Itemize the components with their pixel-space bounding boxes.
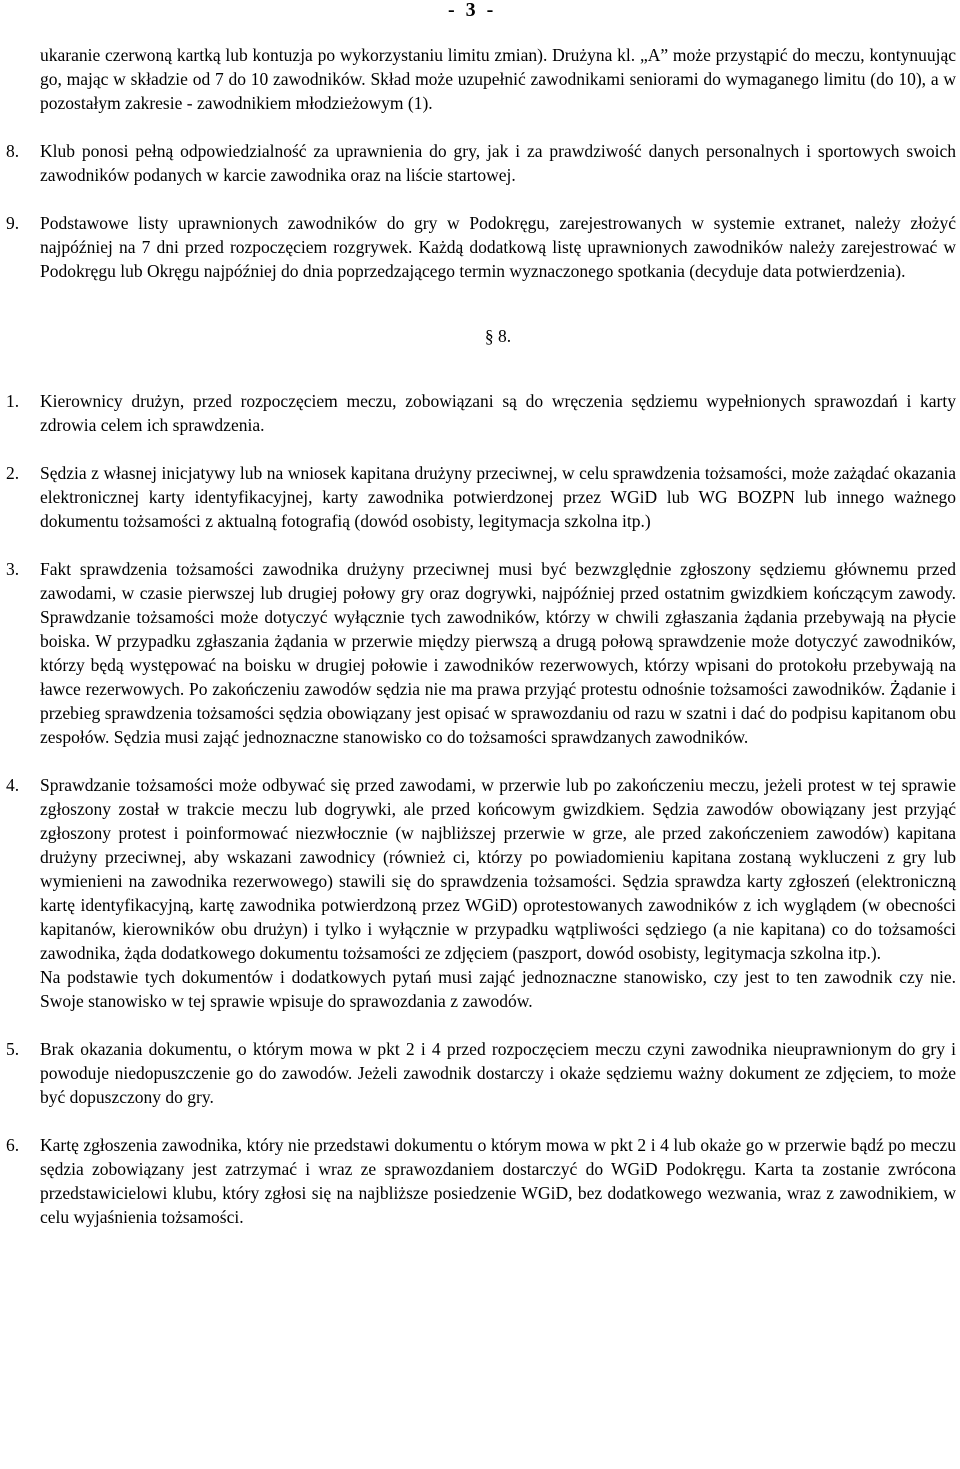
list-item — [6, 211, 956, 283]
intro-paragraph: ukaranie czerwoną kartką lub kontuzja po wykorzystaniu limitu zmian). Drużyna kl. „A” może przystąpić do meczu, kontynuując go, mając w składzie od 7 do 10 zawodników. Skład może uzupełnić zawodnikami seniorami do wymaganego limitu (do 10), a w pozostałym zakresie - zawodnikiem młodzieżowym (1). — [40, 45, 956, 113]
list-item — [6, 1037, 956, 1109]
item-number: 4. — [6, 775, 20, 795]
list-item — [6, 139, 956, 187]
item-number: 2. — [6, 463, 20, 483]
item-text: Brak okazania dokumentu, o którym mowa w pkt 2 i 4 przed rozpoczęciem meczu czyni zawodnika nieuprawnionym do gry i powoduje niedopuszczenie go do zawodów. Jeżeli zawodnik dostarczy i okaże sędziemu ważny dokument ze zdjęciem, to może być dopuszczony do gry. — [40, 1039, 956, 1107]
list-item — [6, 557, 956, 749]
item-text: Podstawowe listy uprawnionych zawodników do gry w Podokręgu, zarejestrowanych w systemie extranet, należy złożyć najpóźniej na 7 dni przed rozpoczęciem rozgrywek. Każdą dodatkową listę uprawnionych zawodników należy zarejestrować w Podokręgu lub Okręgu najpóźniej do dnia poprzedzającego termin wyznaczonego spotkania (decyduje data potwierdzenia). — [40, 213, 956, 281]
item-text: Kartę zgłoszenia zawodnika, który nie przedstawi dokumentu o którym mowa w pkt 2 i 4 lub okaże go w przerwie bądź po meczu sędzia zobowiązany jest zatrzymać i wraz ze sprawozdaniem dostarczyć do WGiD Podokręgu. Karta ta zostanie zwrócona przedstawicielowi klubu, który zgłosi się na najbliższe posiedzenie WGiD, bez dodatkowego wezwania, wraz z zawodnikiem, w celu wyjaśnienia tożsamości. — [40, 1135, 956, 1227]
item-text: Klub ponosi pełną odpowiedzialność za uprawnienia do gry, jak i za prawdziwość danych personalnych i sportowych swoich zawodników podanych w karcie zawodnika oraz na liście startowej. — [40, 141, 956, 185]
item-number: 9. — [6, 213, 20, 233]
page-number: - 3 - — [448, 0, 497, 21]
list-item — [6, 1133, 956, 1229]
item-number: 6. — [6, 1135, 20, 1155]
item-text — [40, 773, 956, 1013]
item-number: 5. — [6, 1039, 20, 1059]
list-item — [6, 389, 956, 437]
document-body — [6, 43, 956, 1229]
item-text-extra: Na podstawie tych dokumentów i dodatkowych pytań musi zająć jednoznaczne stanowisko, czy jest to ten zawodnik czy nie. Swoje stanowisko w tej sprawie wpisuje do sprawozdania z zawodów. — [40, 967, 956, 1011]
item-number: 8. — [6, 141, 20, 161]
item-number: 3. — [6, 559, 20, 579]
item-text: Sędzia z własnej inicjatywy lub na wniosek kapitana drużyny przeciwnej, w celu sprawdzenia tożsamości, może zażądać okazania elektronicznej karty identyfikacyjnej, karty zawodnika potwierdzonej przez WGiD lub WG BOZPN lub innego ważnego dokumentu tożsamości z aktualną fotografią (dowód osobisty, legitymacja szkolna itp.) — [40, 463, 956, 531]
item-text-main: Sprawdzanie tożsamości może odbywać się przed zawodami, w przerwie lub po zakończeniu meczu, jeżeli protest w tej sprawie zgłoszony został w trakcie meczu lub dogrywki, ale przed końcowym gwizdkiem. Sędzia zawodów obowiązany jest przyjąć zgłoszony protest i poinformować niezwłocznie (w najbliższej przerwie w grze, ale przed zakończeniem zawodów) kapitana drużyny przeciwnej, aby wskazani zawodnicy (również ci, którzy po powiadomieniu kapitana zostaną wykluczeni z gry lub wymienieni na zawodnika rezerwowego) stawili się do sprawdzenia tożsamości. Sędzia sprawdza karty zgłoszeń (elektroniczną kartę identyfikacyjną, kartę zawodnika potwierdzoną przez WGiD) oprotestowanych zawodników z ich wyglądem (w obecności kapitanów, kierowników obu drużyn) i tylko i wyłącznie w przypadku wątpliwości sędziego (a nie kapitana) co do tożsamości zawodnika, żąda dodatkowego dokumentu tożsamości ze zdjęciem (paszport, dowód osobisty, legitymacja szkolna itp.). — [40, 775, 956, 963]
item-number: 1. — [6, 391, 20, 411]
list-item — [6, 773, 956, 1013]
list-item — [6, 461, 956, 533]
section-heading: § 8. — [484, 326, 512, 346]
item-text: Kierownicy drużyn, przed rozpoczęciem meczu, zobowiązani są do wręczenia sędziemu wypełnionych sprawozdań i karty zdrowia celem ich sprawdzenia. — [40, 391, 956, 435]
item-text: Fakt sprawdzenia tożsamości zawodnika drużyny przeciwnej musi być bezwzględnie zgłoszony sędziemu głównemu przed zawodami, w czasie pierwszej lub drugiej połowy gry oraz dogrywki, najpóźniej przed ostatnim gwizdkiem kończącym zawody. Sprawdzanie tożsamości może dotyczyć wyłącznie tych zawodników, którzy w chwili zgłaszania żądania przebywają na płycie boiska. W przypadku zgłaszania żądania w przerwie między pierwszą a drugą połową sprawdzenie może dotyczyć zawodników, którzy będą występować na boisku w drugiej połowie i zawodników rezerwowych, którzy wpisani do protokołu przebywają na ławce rezerwowych. Po zakończeniu zawodów sędzia nie ma prawa przyjąć protestu odnośnie tożsamości zawodników. Żądanie i przebieg sprawdzenia tożsamości sędzia obowiązany jest opisać w sprawozdaniu od razu w szatni i dać do podpisu kapitanom obu zespołów. Sędzia musi zająć jednoznaczne stanowisko co do tożsamości sprawdzanych zawodników. — [40, 559, 956, 747]
